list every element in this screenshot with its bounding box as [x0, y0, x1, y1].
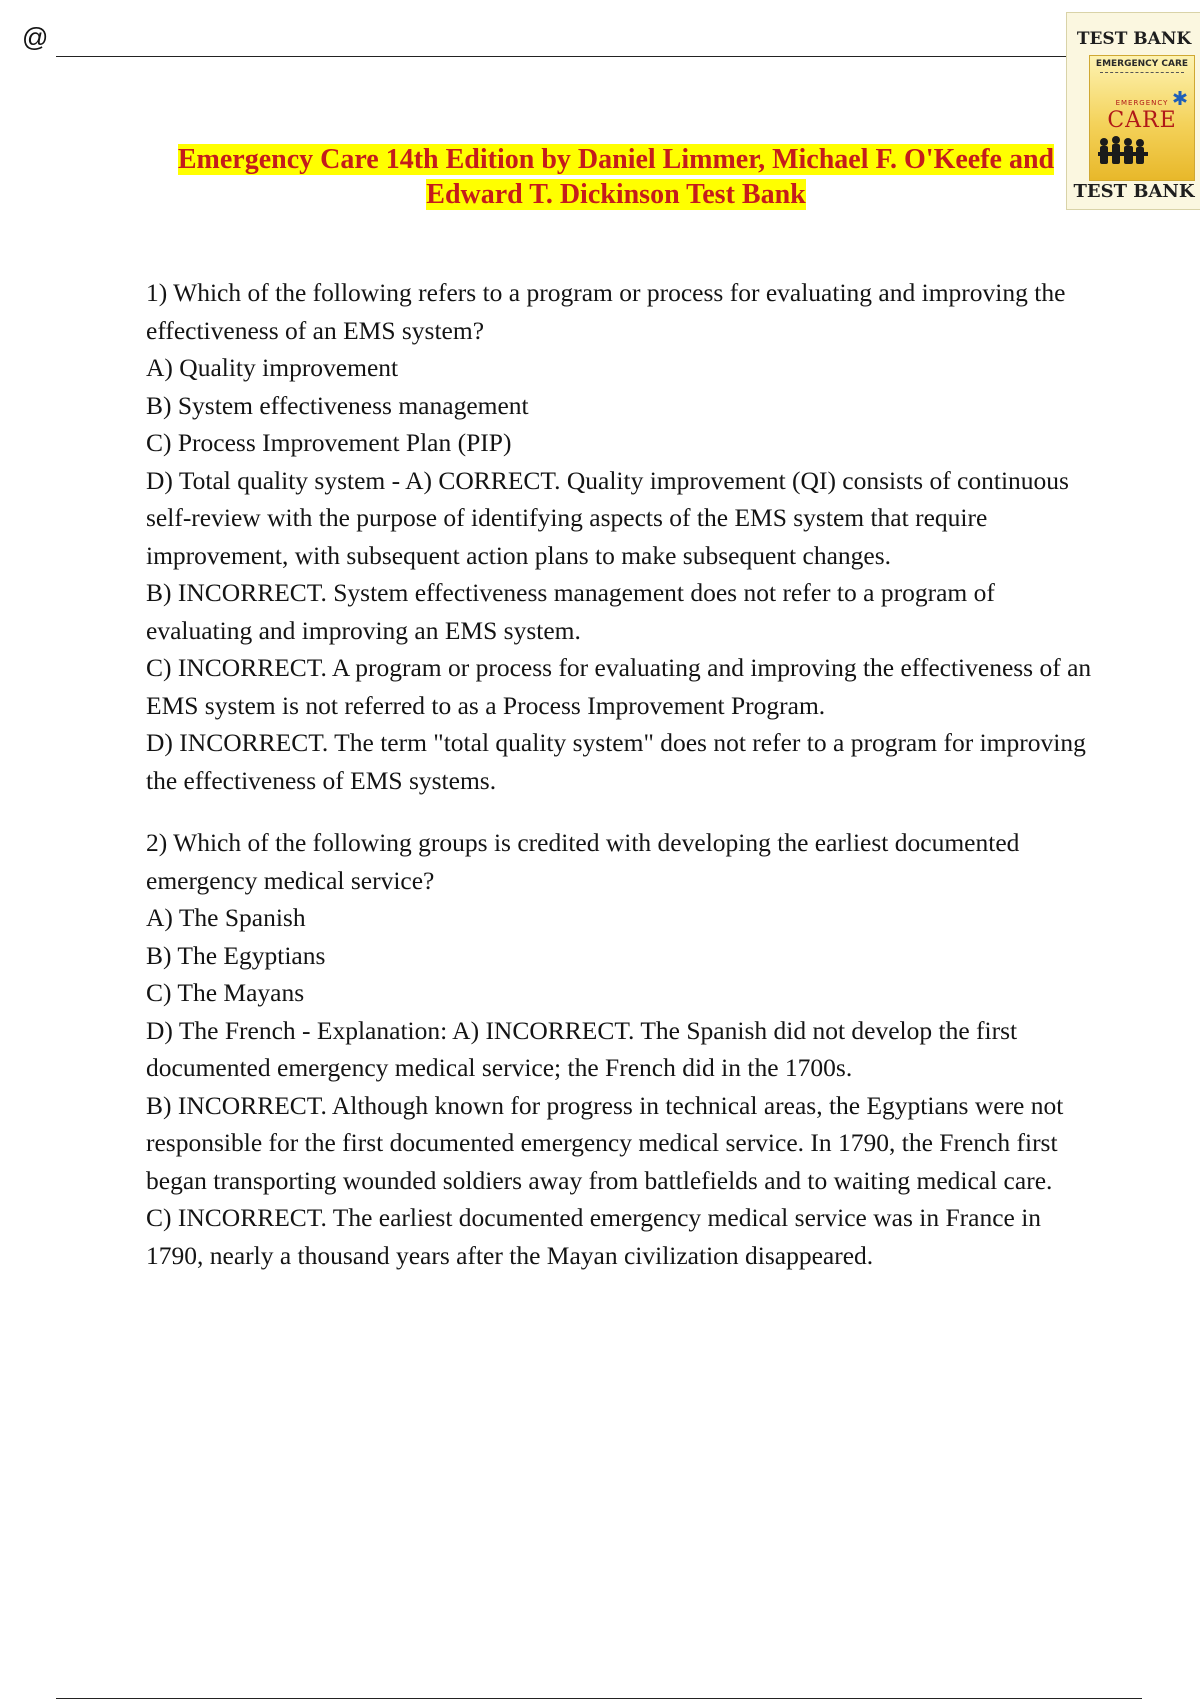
answer-line: C) Process Improvement Plan (PIP) [146, 428, 512, 457]
question-block [146, 274, 1096, 799]
answer-line: D) Total quality system - A) CORRECT. Quality improvement (QI) consists of continuous self-review with the purpose of identifying aspects of the EMS system that require improvement, with subsequent action plans to make subsequent changes. [146, 465, 1069, 570]
answer-line: B) System effectiveness management [146, 390, 529, 420]
question-stem: 1) Which of the following refers to a program or process for evaluating and improving the effectiveness of an EMS system? [146, 278, 1066, 345]
footer-rule [56, 1698, 1142, 1699]
answer-line: B) INCORRECT. Although known for progress in technical areas, the Egyptians were not responsible for the first documented emergency medical service. In 1790, the French first began transporting wounded soldiers away from battlefields and to waiting medical care. [146, 1090, 1064, 1195]
cover-bottom-label: TEST BANK [1073, 181, 1195, 202]
title-line-2: Edward T. Dickinson Test Bank [426, 179, 806, 210]
answer-line: D) INCORRECT. The term "total quality system" does not refer to a program for improving the effectiveness of EMS systems. [146, 728, 1086, 795]
book-cover [1089, 55, 1195, 181]
answer-line: D) The French - Explanation: A) INCORRECT. The Spanish did not develop the first documented emergency medical service; the French did in the 1700s. [146, 1015, 1018, 1082]
book-cover-subtitle-line [1100, 72, 1184, 73]
answer-line: C) INCORRECT. The earliest documented emergency medical service was in France in 1790, nearly a thousand years after the Mayan civilization disappeared. [146, 1203, 1042, 1270]
book-cover-title-small: EMERGENCY [1115, 99, 1169, 107]
answer-line: C) The Mayans [146, 978, 305, 1007]
answer-line: A) The Spanish [146, 903, 306, 932]
title-line-1: Emergency Care 14th Edition by Daniel Limmer, Michael F. O'Keefe and [177, 144, 1055, 175]
document-title [150, 142, 1082, 212]
question-content [146, 274, 1096, 1274]
book-cover-header: EMERGENCY CARE [1095, 59, 1189, 69]
question-stem: 2) Which of the following groups is credited with developing the earliest documented emergency medical service? [146, 828, 1020, 895]
test-bank-cover-image [1066, 12, 1200, 210]
question-spacer [146, 799, 1096, 824]
book-cover-title: CARE [1107, 108, 1177, 133]
answer-line: B) INCORRECT. System effectiveness management does not refer to a program of evaluating and improving an EMS system. [146, 578, 995, 645]
question-block [146, 824, 1096, 1274]
star-of-life-icon [1172, 90, 1188, 106]
silhouette-icon [1096, 134, 1150, 168]
at-symbol: @ [22, 22, 49, 52]
answer-line: A) Quality improvement [146, 353, 399, 382]
answer-line: C) INCORRECT. A program or process for evaluating and improving the effectiveness of an EMS system is not referred to as a Process Improvement Program. [146, 653, 1092, 720]
answer-line: B) The Egyptians [146, 940, 326, 970]
header-rule [56, 56, 1068, 57]
cover-top-label: TEST BANK [1076, 29, 1192, 49]
